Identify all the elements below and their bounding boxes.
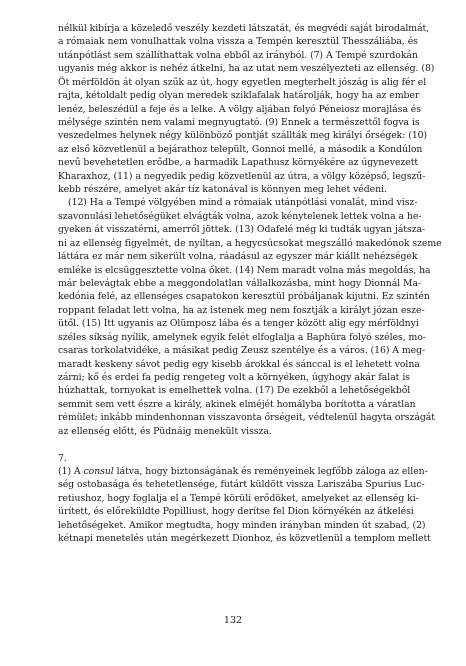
text-line: nélkül kibírja a közeledő veszély kezdeti látszatát, és megvédi saját birodalmát, bbox=[58, 23, 430, 34]
section-gap bbox=[58, 438, 410, 451]
text-line: csaras torkolatvidéke, a másikat pedig Zeusz szentélye és a város. (16) A meg- bbox=[58, 345, 426, 357]
text-line: (12) Ha a Tempé völgyében mind a rómaiak utánpótlási vonalát, mind visz- bbox=[68, 197, 418, 209]
text-line: lenéz, beleszédül a feje és a lelke. A völgy aljában folyó Péneiosz morajlása és bbox=[58, 103, 421, 115]
paragraph-3 bbox=[58, 465, 431, 546]
text-line: emléke is elcsüggesztette volna őket. (14) Nem maradt volna más megoldás, ha bbox=[58, 264, 431, 276]
text-line: ürített, és előreküldte Popilliust, hogy derítse fel Dion környékén az átkelési bbox=[58, 506, 414, 518]
text-line: rajta, kétoldalt pedig olyan meredek sziklafalak határolják, hogy ha az ember bbox=[58, 90, 420, 102]
paragraph-1 bbox=[58, 22, 435, 196]
text-line: az első közvetlenül a bejárathoz települt, Gonnoi mellé, a második a Kondúlon bbox=[58, 143, 423, 155]
text-line: lehetőségeket. Amikor megtudta, hogy minden irányban minden út szabad, (2) bbox=[58, 519, 426, 531]
text-line: széles síkság nyílik, amelynek egyik felét elfoglalja a Baphüra folyó széles, mo- bbox=[58, 331, 426, 343]
text-line: gyeken át visszatérni, amerről jöttek. (13) Odafelé még ki tudták ugyan játsza- bbox=[58, 224, 426, 236]
line-suffix: látva, hogy biztonságának és reményeinek legfőbb záloga az ellen- bbox=[113, 465, 428, 477]
text-line: ni az ellenség figyelmét, de nyíltan, a hegycsúcsokat megszálló makedónok szeme bbox=[58, 237, 442, 249]
text-line: már belevágtak ebbe a meggondolatlan vállalkozásba, mint hogy Dionnál Ma- bbox=[58, 278, 422, 290]
text-line: semmit sem vett észre a király, akinek elméjét homályba borította a váratlan bbox=[58, 398, 416, 410]
text-line: utánpótlást sem szállíthattak volna ebből az irányból. (7) A Tempé szurdokán bbox=[58, 49, 418, 61]
text-line: retiushoz, hogy foglalja el a Tempé körüli erődöket, amelyeket az ellenség ki- bbox=[58, 492, 419, 504]
text-line: ség ostobasága és tehetetlensége, futárt küldött vissza Lariszába Spurius Luc- bbox=[58, 479, 425, 491]
text-line: zárni; kő és erdei fa pedig rengeteg volt a környéken, úgyhogy akár falat is bbox=[58, 371, 410, 383]
text-line: Öt mérföldön át olyan szűk az út, hogy egyetlen megterhelt jószág is alig fér el bbox=[58, 76, 427, 88]
italic-term: consul bbox=[83, 465, 114, 477]
text-line: húzhattak, tornyokat is emelhettek volna. (17) De ezekből a lehetőségekből bbox=[58, 385, 411, 397]
text-line bbox=[58, 465, 428, 478]
text-line: láttára ez már nem sikerült volna, ráadásul az egyszer már kiállt nehézségek bbox=[58, 251, 418, 263]
text-line: kétnapi menetelés után megérkezett Dionhoz, és közvetlenül a templom mellett bbox=[58, 533, 431, 545]
text-line: a rómaiak nem vonulhattak volna vissza a Tempén keresztül Thesszáliába, és bbox=[58, 36, 418, 48]
text-line: rémület; inkább mindenhonnan visszavonta őrségeit, védtelenül hagyta országát bbox=[58, 412, 435, 424]
text-line: mélysége szintén nem valami megnyugtató. (9) Ennek a természettől fogva is bbox=[58, 116, 420, 128]
page-body bbox=[58, 22, 442, 545]
text-line: ütől. (15) Itt ugyanis az Olümposz lába és a tenger között alig egy mérföldnyi bbox=[58, 318, 419, 330]
page-number: 132 bbox=[223, 615, 243, 626]
text-line: veszedelmes helynek négy különböző pontját szállták meg királyi őrségek: (10) bbox=[58, 130, 428, 142]
line-prefix: (1) A bbox=[58, 465, 84, 477]
text-line: ugyanis még akkor is nehéz átkelni, ha az utat nem veszélyezteti az ellenség. (8) bbox=[58, 63, 435, 75]
text-line: nevű bevehetetlen erődbe, a harmadik Lapathusz környékére az úgynevezett bbox=[58, 157, 419, 169]
section-number: 7. bbox=[58, 452, 67, 464]
text-line: szavonulási lehetőségüket elvágták volna, azok kénytelenek lettek volna a he- bbox=[58, 210, 422, 222]
text-line: kedónia felé, az ellenséges csapatokon keresztül próbáljanak kijutni. Ez szintén bbox=[58, 291, 430, 303]
text-line: Kharaxhoz, (11) a negyedik pedig közvetlenül az útra, a völgy középső, legszű- bbox=[58, 170, 426, 182]
text-line: roppant feladat lett volna, ha az istenek meg nem fosztják a királyt józan esze- bbox=[58, 304, 425, 316]
text-line: az ellenség előtt, és Püdnáig menekült vissza. bbox=[58, 425, 272, 437]
text-line: maradt keskeny sávot pedig egy kisebb árokkal és sánccal is el lehetett volna bbox=[58, 358, 420, 370]
text-line: kebb részére, amelyet akár tíz katonával is könnyen meg lehet védeni. bbox=[58, 184, 387, 196]
paragraph-2 bbox=[58, 196, 442, 438]
